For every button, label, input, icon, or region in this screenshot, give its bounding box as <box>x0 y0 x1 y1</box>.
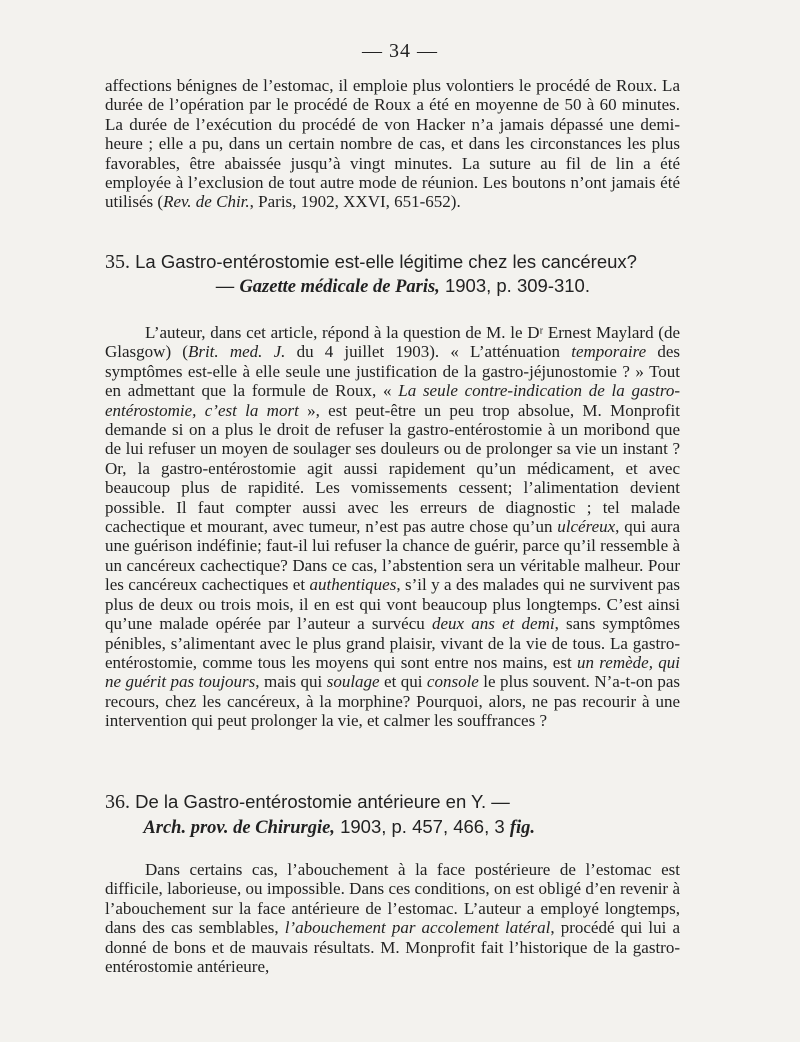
section-36-body <box>105 860 680 976</box>
section-35-title: La Gastro-entérostomie est-elle légitime chez les cancéreux? <box>130 251 637 272</box>
section-36-citation <box>105 815 685 840</box>
intro-paragraph <box>105 76 680 212</box>
page-number: — 34 — <box>362 40 438 62</box>
section-35-run-11: deux ans et demi <box>431 614 555 634</box>
intro-text: affections bénignes de l’estomac, il emploie plus volontiers le procédé de Roux. La durée de l’opération par le procédé de Roux a été en moyenne de 50 à 60 minutes. La durée de l’exécution du procédé de von Hacker n’a jamais dépassé une demi-heure ; elle a pu, dans un certain nombre de cas, et dans les circonstances les plus favorables, être abaissée jusqu’à vingt minutes. La suture au fil de lin a été employée à l’exclusion de tout autre mode de réunion. Les boutons n’ont jamais été utilisés ( <box>105 76 680 212</box>
section-35-run-14: , mais qui <box>255 672 327 692</box>
section-35-citation <box>105 274 685 299</box>
section-35-run-12: , sans symptômes pénibles, s’alimentant avec le plus grand plaisir, vivant de la vie de tous. La gastro-entérostomie, comme tous les moyens qui sont entre nos mains, est <box>105 614 680 672</box>
section-36-fig: fig. <box>509 818 535 838</box>
section-35-run-4: des symptômes est-elle à elle seule une justification de la gastro-jéjunostomie ? » Tout en admettant que la formule de Roux, « <box>105 342 680 401</box>
section-35-number: 35. <box>105 251 130 273</box>
intro-ref-rest: , Paris, 1902, XXVI, 651-652). <box>249 192 461 212</box>
section-36-number: 36. <box>105 791 130 813</box>
section-35-run-5: La seule contre-indication de la gastro-entérostomie, c’est la mort <box>105 381 680 420</box>
intro-ref-journal: Rev. de Chir. <box>163 192 250 212</box>
section-35-body <box>105 323 680 731</box>
section-35-run-2: du 4 juillet 1903). « L’atténuation <box>285 342 572 362</box>
section-36-heading <box>105 790 685 840</box>
section-35-heading <box>105 250 685 299</box>
section-35-run-3: temporaire <box>571 342 647 362</box>
section-36-run-1: l’abouchement par accolement latéral <box>284 918 551 938</box>
section-35-paragraph <box>105 323 680 731</box>
section-35-dash: — <box>215 275 240 296</box>
section-35-run-17: console <box>426 672 479 692</box>
section-36-journal: Arch. prov. de Chirurgie, <box>143 818 335 838</box>
section-36-title: De la Gastro-entérostomie antérieure en Y. — <box>130 791 510 812</box>
section-36-run-0: Dans certains cas, l’abouchement à la face postérieure de l’estomac est difficile, laborieuse, ou impossible. Dans ces conditions, on est obligé d’en revenir à l’abouchement sur la face antérieure de l’estomac. L’auteur a employé longtemps, dans des cas semblables, <box>105 860 680 938</box>
section-36-paragraph <box>105 860 680 976</box>
section-35-run-15: soulage <box>326 672 380 692</box>
section-35-journal: Gazette médicale de Paris, <box>239 277 440 297</box>
section-36-ref: 1903, p. 457, 466, 3 <box>334 816 510 837</box>
section-35-run-6: », est peut-être un peu trop absolue, M. Monprofit demande si on a plus le droit de refuser la gastro-entérostomie à un moribond que de lui refuser un moyen de soulager ses douleurs ou de prolonger sa vie un instant ? Or, la gastro-entérostomie agit aussi rapidement qu’un médicament, et avec beaucoup plus de rapidité. Les vomissements cessent; l’alimentation devient possible. Il faut compter aussi avec les erreurs de diagnostic ; tel malade cachectique et mourant, avec tumeur, n’est pas autre chose qu’un <box>105 400 680 537</box>
section-35-run-13: un remède, qui ne guérit pas toujours <box>105 652 680 692</box>
section-35-run-18: le plus souvent. N’a-t-on pas recours, chez les cancéreux, à la morphine? Pourquoi, alors, ne pas recourir à une intervention qui peut prolonger la vie, et calmer les souffrances ? <box>105 672 681 731</box>
section-36-run-2: , procédé qui lui a donné de bons et de mauvais résultats. M. Monprofit fait l’historique de la gastro-entérostomie antérieure, <box>105 918 680 977</box>
section-35-run-0: L’auteur, dans cet article, répond à la question de M. le Dʳ Ernest Maylard (de Glasgow) ( <box>105 323 680 362</box>
section-35-ref: 1903, p. 309-310. <box>439 275 590 296</box>
section-35-run-10: , s’il y a des malades qui ne survivent pas plus de deux ou trois mois, il en est qui vont beaucoup plus longtemps. C’est ainsi qu’une malade opérée par l’auteur a survécu <box>105 575 680 634</box>
section-35-run-1: Brit. med. J. <box>187 342 286 362</box>
section-35-run-7: ulcéreux <box>557 517 616 537</box>
section-35-run-8: , qui aura une guérison indéfinie; faut-il lui refuser la chance de guérir, parce qu’il ressemble à un cancéreux cachectique? Dans ce cas, l’abstention sera un véritable malheur. Pour les cancéreux cachectiques et <box>105 517 680 595</box>
section-35-run-16: et qui <box>379 672 427 692</box>
section-35-run-9: authentiques <box>309 575 397 595</box>
